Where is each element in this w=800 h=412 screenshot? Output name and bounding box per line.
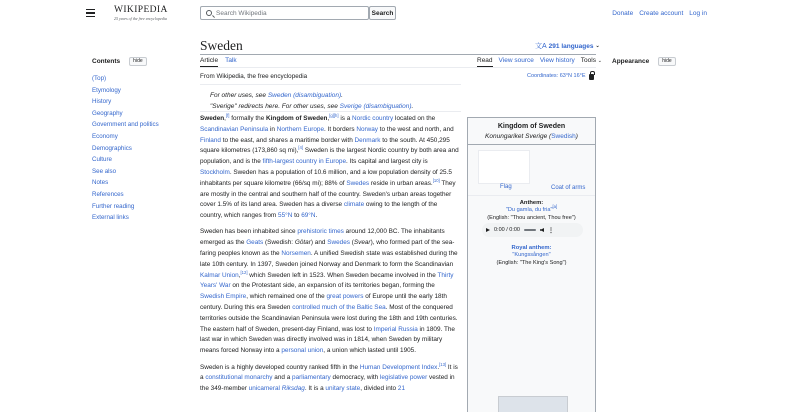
volume-icon[interactable] bbox=[540, 228, 544, 232]
hatnote bbox=[210, 90, 413, 101]
hatnotes bbox=[210, 90, 413, 112]
title-divider bbox=[200, 54, 596, 55]
location-map[interactable] bbox=[498, 396, 568, 412]
tools-menu[interactable] bbox=[581, 57, 602, 67]
royal-anthem-link[interactable]: "Kungssången" bbox=[512, 252, 551, 258]
audio-player[interactable] bbox=[482, 223, 583, 237]
hatnote-text: . bbox=[341, 92, 343, 99]
donate-link[interactable]: Donate bbox=[612, 10, 634, 17]
lock-icon bbox=[589, 74, 594, 80]
hatnote-divider bbox=[200, 84, 461, 85]
flag-caption[interactable]: Flag bbox=[500, 184, 512, 190]
search-icon bbox=[206, 10, 212, 16]
language-count: 291 languages bbox=[548, 42, 594, 50]
tools-label: Tools bbox=[580, 57, 596, 64]
toc-item-geography[interactable]: Geography bbox=[92, 109, 123, 117]
seek-bar[interactable] bbox=[524, 229, 536, 231]
toc-item-references[interactable]: References bbox=[92, 190, 124, 198]
hatnote-text: . bbox=[411, 103, 414, 110]
royal-anthem-text bbox=[468, 252, 595, 267]
coordinates-text[interactable]: Coordinates: 63°N 16°E bbox=[527, 73, 586, 79]
anthem-link[interactable]: "Du gamla, du fria" bbox=[505, 207, 553, 213]
infobox bbox=[467, 117, 596, 412]
coordinates[interactable] bbox=[527, 73, 594, 79]
main-menu-icon[interactable] bbox=[86, 9, 95, 17]
search-box[interactable] bbox=[200, 6, 369, 20]
wikipedia-wordmark[interactable]: WIKIPEDIA bbox=[114, 5, 168, 15]
table-of-contents bbox=[92, 57, 192, 224]
toc-item-further-reading[interactable]: Further reading bbox=[92, 202, 135, 210]
namespace-tabs bbox=[200, 57, 237, 67]
page-title: Sweden bbox=[200, 38, 243, 53]
coat-of-arms-caption[interactable]: Coat of arms bbox=[551, 185, 586, 191]
article-body bbox=[200, 114, 459, 400]
tab-view-source[interactable]: View source bbox=[498, 57, 534, 64]
tab-talk[interactable]: Talk bbox=[225, 57, 237, 64]
toc-item-demographics[interactable]: Demographics bbox=[92, 144, 132, 152]
toc-item-top[interactable]: (Top) bbox=[92, 75, 107, 82]
infobox-divider bbox=[468, 195, 595, 196]
hatnote-link[interactable]: Sverige (disambiguation) bbox=[339, 103, 412, 110]
search-button[interactable]: Search bbox=[369, 6, 396, 20]
anthem-label: Anthem: bbox=[519, 200, 544, 206]
royal-anthem-label[interactable]: Royal anthem: bbox=[511, 245, 552, 251]
site-sub: From Wikipedia, the free encyclopedia bbox=[200, 73, 308, 80]
toc-item-history[interactable]: History bbox=[92, 98, 112, 106]
hatnote-divider bbox=[200, 111, 461, 112]
tab-read[interactable]: Read bbox=[477, 57, 493, 67]
anthem-text bbox=[468, 204, 595, 222]
site-header bbox=[0, 0, 800, 26]
tabs-divider bbox=[200, 67, 596, 68]
chevron-down-icon: ⌄ bbox=[597, 58, 602, 64]
play-icon[interactable] bbox=[486, 228, 490, 232]
language-button[interactable] bbox=[535, 41, 600, 51]
user-links bbox=[612, 10, 707, 17]
paragraph-history: Sweden has been inhabited since prehistoric times around 12,000 BC. The inhabitants emerged as the Geats (Swedish: Götar) and Swedes (Svear), who formed part of the sea-faring peoples known as the Norsemen. A unified Swedish state was established during the late 10th century. In 1397, Sweden joined Norway and Denmark to form the Scandinavian Kalmar Union,[12] which Sweden left in 1523. When Sweden became involved in the Thirty Years' War on the Protestant side, an expansion of its territories began, forming the Swedish Empire, which remained one of the great powers of Europe until the early 18th century. During this era Sweden controlled much of the Baltic Sea. Most of the conquered territories outside the Scandinavian Peninsula were lost during the 18th and 19th centuries. The eastern half of Sweden, present-day Finland, was lost to Imperial Russia in 1809. The last war in which Sweden was directly involved was in 1814, when Sweden by military means forced Norway into a personal union, a union which lasted until 1905. bbox=[200, 228, 458, 355]
appearance-title: Appearance bbox=[612, 58, 650, 65]
paragraph-politics: Sweden is a highly developed country ranked fifth in the Human Development Index.[13] It is a constitutional monarchy and a parliamentary democracy, with legislative power vested in the 349-member unicameral Riksdag. It is a unitary state, divided into 21 bbox=[200, 361, 458, 393]
infobox-native-name: Konungariket Sverige (Swedish) bbox=[485, 133, 578, 140]
toc-item-notes[interactable]: Notes bbox=[92, 179, 109, 187]
toc-item-economy[interactable]: Economy bbox=[92, 132, 118, 140]
toc-hide-button[interactable]: hide bbox=[129, 57, 146, 66]
native-name-text: Konungariket Sverige bbox=[485, 133, 548, 140]
coat-of-arms-image[interactable] bbox=[540, 150, 592, 184]
wikipedia-tagline: 25 years of the free encyclopedia bbox=[114, 16, 167, 21]
more-options-icon[interactable]: ⋮ bbox=[548, 227, 554, 234]
tab-article[interactable]: Article bbox=[200, 57, 218, 67]
toc-item-see-also[interactable]: See also bbox=[92, 167, 117, 175]
anthem-ref[interactable]: [a] bbox=[552, 204, 558, 210]
toc-item-culture[interactable]: Culture bbox=[92, 156, 112, 164]
anthem-english: (English: "Thou ancient, Thou free") bbox=[487, 214, 576, 221]
hatnote-text: "Sverige" redirects here. For other uses, see bbox=[210, 103, 340, 110]
search-input[interactable] bbox=[216, 7, 366, 19]
hatnote-link[interactable]: Sweden (disambiguation) bbox=[267, 92, 342, 99]
flag-image[interactable] bbox=[478, 150, 530, 184]
appearance-hide-button[interactable]: hide bbox=[658, 57, 675, 66]
log-in-link[interactable]: Log in bbox=[689, 10, 707, 17]
view-tabs bbox=[477, 57, 602, 67]
royal-anthem-english: (English: "The King's Song") bbox=[496, 259, 567, 266]
player-time: 0:00 / 0:00 bbox=[494, 227, 520, 233]
toc-title: Contents bbox=[92, 58, 121, 65]
toc-item-etymology[interactable]: Etymology bbox=[92, 86, 121, 94]
tab-view-history[interactable]: View history bbox=[539, 57, 575, 64]
chevron-down-icon: ⌄ bbox=[595, 43, 600, 49]
translate-icon: 文A bbox=[535, 43, 547, 50]
native-lang-link[interactable]: Swedish bbox=[551, 133, 576, 140]
hatnote-text: For other uses, see bbox=[210, 92, 268, 99]
create-account-link[interactable]: Create account bbox=[639, 10, 684, 17]
appearance-panel bbox=[612, 57, 676, 66]
toc-item-external-links[interactable]: External links bbox=[92, 214, 129, 222]
paragraph-intro: Sweden,[f] formally the Kingdom of Sweden,[g][h] is a Nordic country located on the Scandinavian Peninsula in Northern Europe. It borders Norway to the west and north, and Finland to the east, and shares a maritime border with Denmark to the south. At 450,295 square kilometres (173,860 sq mi),[4] Sweden is the largest Nordic country by both area and population, and is the fifth-largest country in Europe. Its capital and largest city is Stockholm. Sweden has a population of 10.6 million, and a low population density of 25.5 inhabitants per square kilometre (66/sq mi); 88% of Swedes reside in urban areas.[10] They are mostly in the central and southern half of the country. Sweden's urban areas together cover 1.5% of its land area. Sweden has a diverse climate owing to the length of the country, which ranges from 55°N to 69°N. bbox=[200, 112, 459, 220]
infobox-title: Kingdom of Sweden bbox=[497, 123, 566, 130]
infobox-divider bbox=[468, 144, 595, 145]
toc-item-government[interactable]: Government and politics bbox=[92, 121, 159, 129]
